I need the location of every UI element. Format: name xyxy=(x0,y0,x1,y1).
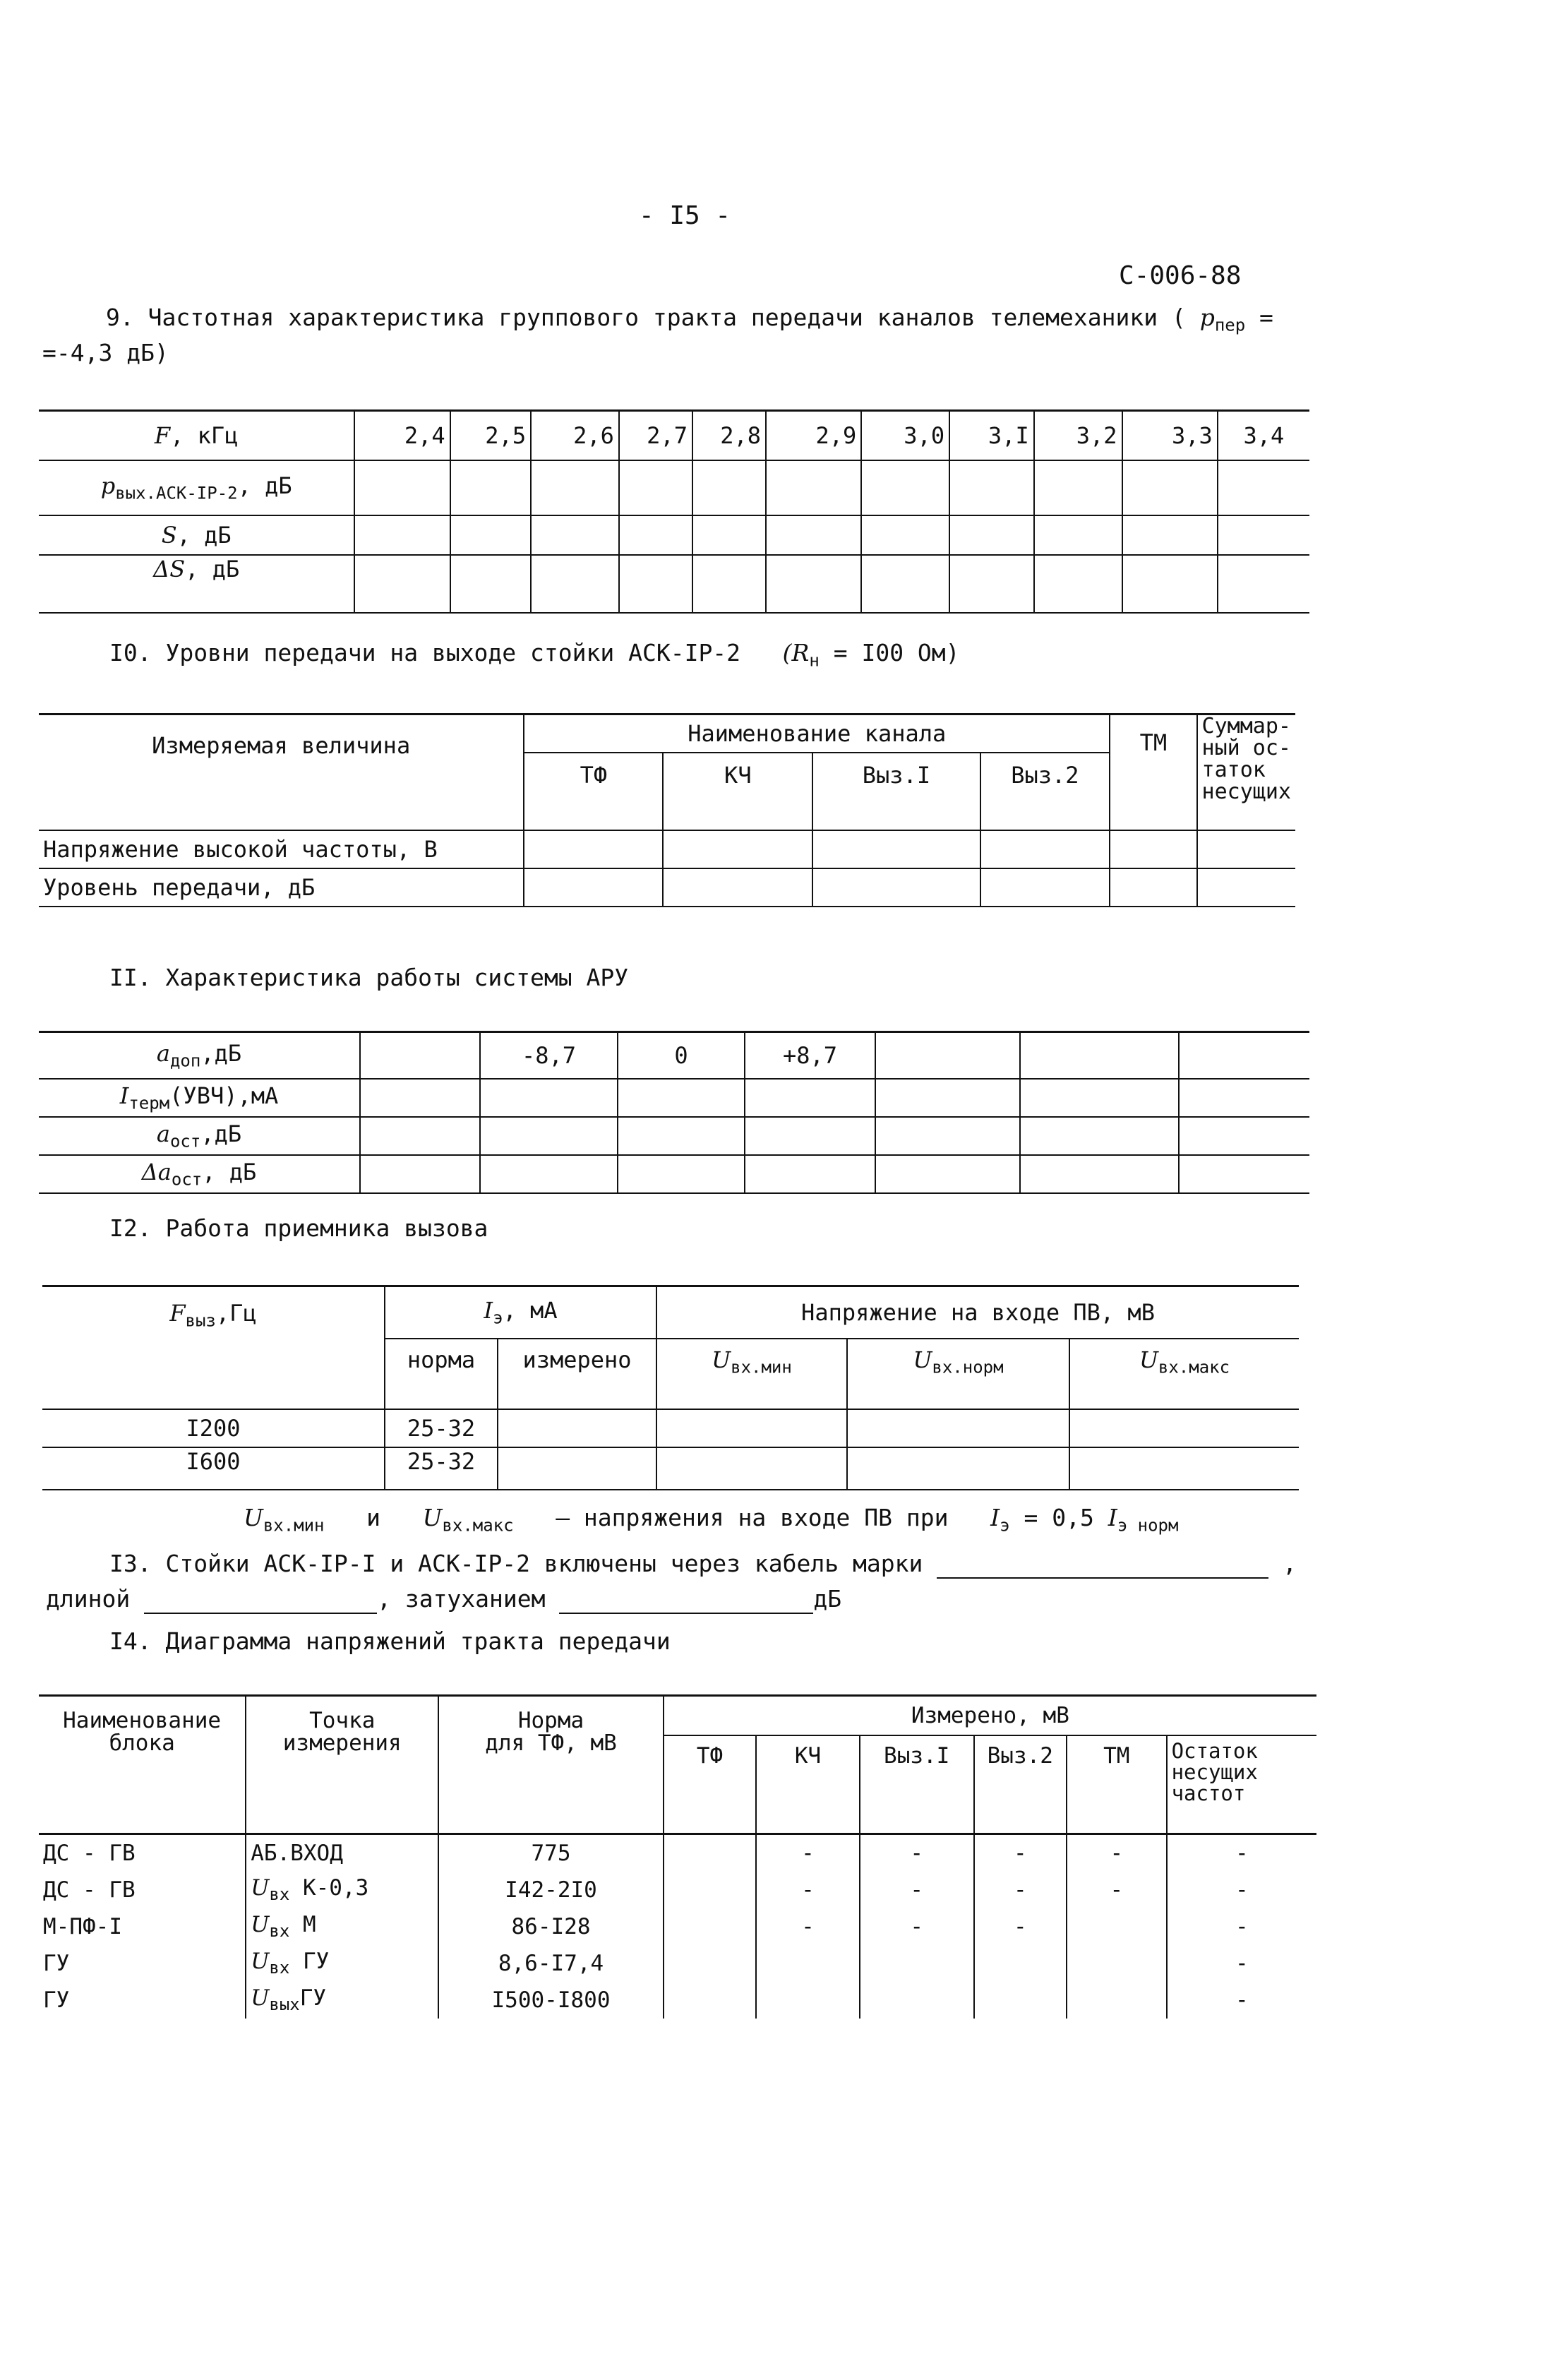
s14-point-cell: $U_{вх}$ М xyxy=(246,1908,438,1945)
s14-dash-cell: - xyxy=(1067,1872,1167,1908)
s12-unorm-header: $U_{вх.норм}$ xyxy=(847,1339,1069,1409)
s12-note: $U_{вх.мин}$ и $U_{вх.макс}$ – напряжения на входе ПВ при $I_э = 0,5$ $I_{э норм}$ xyxy=(244,1504,1179,1536)
s11-row-label: $I_{терм}(УВЧ),мА$ xyxy=(39,1079,360,1117)
cable-brand-blank xyxy=(937,1550,1268,1579)
s12-norm-cell: 25-32 xyxy=(385,1447,498,1490)
s13-line1: I3. Стойки АСК-IР-I и АСК-IР-2 включены через кабель марки , xyxy=(109,1550,1297,1577)
s12-u-header: Напряжение на входе ПВ, мВ xyxy=(656,1286,1299,1339)
s9-row-label: ΔS, дБ xyxy=(39,555,354,613)
page-number: - I5 - xyxy=(639,201,731,230)
s9-title: 9. Частотная характеристика группового тракта передачи каналов телемеханики ( $p_{пер}$ = xyxy=(106,304,1273,335)
s14-norm-cell: 775 xyxy=(438,1834,664,1872)
s12-header-row1 xyxy=(42,1286,1299,1339)
s14-dash-cell xyxy=(1067,1982,1167,2019)
s11-value: +8,7 xyxy=(745,1032,875,1079)
s13-line2: длиной , затуханием дБ xyxy=(46,1585,842,1613)
s14-point-header: Точка измерения xyxy=(246,1696,438,1834)
s9-row-s xyxy=(39,515,1309,555)
s10-tm-header: ТМ xyxy=(1110,714,1196,831)
s11-row-delta-aost xyxy=(39,1155,1309,1193)
s14-block-cell: ГУ xyxy=(39,1982,246,2019)
s14-sub-tf: ТФ xyxy=(664,1735,756,1834)
s9-freq-cell: 2,8 xyxy=(692,411,766,460)
s14-row xyxy=(39,1872,1316,1908)
s14-voltage-diagram-table xyxy=(39,1694,1316,2019)
s14-dash-cell xyxy=(664,1834,756,1872)
s11-row-aost xyxy=(39,1117,1309,1155)
s14-point-cell: АБ.ВХОД xyxy=(246,1834,438,1872)
s12-meas-header: измерено xyxy=(498,1339,656,1409)
s14-dash-cell xyxy=(860,1945,974,1982)
s9-freq-cell: 2,9 xyxy=(766,411,861,460)
s9-row-label: S, дБ xyxy=(39,515,354,555)
s12-f-header: $F_{выз},Гц$ xyxy=(42,1286,385,1409)
s9-freq-cell: 3,4 xyxy=(1218,411,1309,460)
s14-dash-cell: - xyxy=(756,1908,860,1945)
s11-row-label: $a_{ост},дБ$ xyxy=(39,1117,360,1155)
s9-row-delta-s xyxy=(39,555,1309,613)
s14-point-cell: $U_{вх}$ ГУ xyxy=(246,1945,438,1982)
cable-length-blank xyxy=(144,1585,377,1614)
s9-freq-cell: 3,2 xyxy=(1034,411,1122,460)
s12-norm-header: норма xyxy=(385,1339,498,1409)
s14-dash-cell xyxy=(1067,1908,1167,1945)
s12-row xyxy=(42,1409,1299,1447)
s9-freq-cell: 2,6 xyxy=(531,411,619,460)
s10-header-row1 xyxy=(39,714,1295,753)
s9-header-row xyxy=(39,411,1309,460)
s14-dash-cell: - xyxy=(860,1834,974,1872)
s14-rest-header: Остаток несущих частот xyxy=(1167,1735,1316,1834)
s14-dash-cell xyxy=(664,1982,756,2019)
s14-dash-cell xyxy=(860,1982,974,2019)
s14-dash-cell: - xyxy=(860,1872,974,1908)
s14-row xyxy=(39,1834,1316,1872)
s10-row-level xyxy=(39,868,1295,907)
s14-block-header: Наименование блока xyxy=(39,1696,246,1834)
s14-point-cell: $U_{вых}ГУ$ xyxy=(246,1982,438,2019)
s14-dash-cell: - xyxy=(756,1834,860,1872)
s14-dash-cell xyxy=(1067,1945,1167,1982)
s12-f-cell: I200 xyxy=(42,1409,385,1447)
s14-point-cell: $U_{вх}$ К-0,3 xyxy=(246,1872,438,1908)
s9-freq-label: F, кГц xyxy=(39,411,354,460)
s9-freq-cell: 2,7 xyxy=(619,411,692,460)
s11-row-adop xyxy=(39,1032,1309,1079)
s10-channel-tf: ТФ xyxy=(524,753,663,830)
s11-agc-table xyxy=(39,1031,1309,1194)
s14-dash-cell: - xyxy=(974,1872,1067,1908)
s14-norm-cell: 86-I28 xyxy=(438,1908,664,1945)
s14-norm-header: Норма для ТФ, мВ xyxy=(438,1696,664,1834)
s12-i-header: $I_э$, мА xyxy=(385,1286,656,1339)
s14-norm-cell: I500-I800 xyxy=(438,1982,664,2019)
s14-sub-vyz2: Выз.2 xyxy=(974,1735,1067,1834)
s14-dash-cell: - xyxy=(1167,1982,1316,2019)
s10-channel-header: Наименование канала xyxy=(524,714,1110,753)
s9-freq-cell: 3,I xyxy=(949,411,1034,460)
s14-dash-cell: - xyxy=(974,1834,1067,1872)
s9-freq-cell: 3,3 xyxy=(1122,411,1218,460)
s9-row-label: $p_{вых.АСК-IР-2}$, дБ xyxy=(39,460,354,515)
s12-receiver-table xyxy=(42,1285,1299,1490)
s14-dash-cell: - xyxy=(1167,1834,1316,1872)
s14-dash-cell: - xyxy=(1167,1945,1316,1982)
s14-dash-cell xyxy=(756,1982,860,2019)
s14-dash-cell xyxy=(664,1872,756,1908)
attenuation-blank xyxy=(559,1585,813,1614)
s9-freq-cell: 2,5 xyxy=(450,411,531,460)
s11-title: II. Характеристика работы системы АРУ xyxy=(109,964,629,991)
s14-dash-cell xyxy=(974,1945,1067,1982)
s9-freq-cell: 3,0 xyxy=(861,411,949,460)
s9-frequency-table xyxy=(39,409,1309,614)
s14-row xyxy=(39,1945,1316,1982)
s12-umin-header: $U_{вх.мин}$ xyxy=(656,1339,847,1409)
s14-sub-tm: ТМ xyxy=(1067,1735,1167,1834)
s11-row-label: $a_{доп},дБ$ xyxy=(39,1032,360,1079)
s12-row xyxy=(42,1447,1299,1490)
s10-measure-header: Измеряемая величина xyxy=(39,714,524,831)
s11-row-iterm xyxy=(39,1079,1309,1117)
s14-norm-cell: 8,6-I7,4 xyxy=(438,1945,664,1982)
s14-block-cell: ДС - ГВ xyxy=(39,1872,246,1908)
s14-dash-cell xyxy=(974,1982,1067,2019)
s14-block-cell: ДС - ГВ xyxy=(39,1834,246,1872)
s11-value: -8,7 xyxy=(480,1032,618,1079)
s12-title: I2. Работа приемника вызова xyxy=(109,1214,488,1242)
s10-row-label: Уровень передачи, дБ xyxy=(39,868,524,907)
s10-channel-vyz1: Выз.I xyxy=(812,753,980,830)
s14-title: I4. Диаграмма напряжений тракта передачи xyxy=(109,1627,671,1655)
s11-row-label: $\Delta a_{ост}$, дБ xyxy=(39,1155,360,1193)
s10-levels-table xyxy=(39,713,1295,907)
s14-dash-cell xyxy=(756,1945,860,1982)
s14-block-cell: ГУ xyxy=(39,1945,246,1982)
s14-dash-cell: - xyxy=(756,1872,860,1908)
s14-dash-cell xyxy=(664,1945,756,1982)
s10-title: I0. Уровни передачи на выходе стойки АСК-IР-2 ($R_н = I00$ Ом) xyxy=(109,639,960,671)
s14-norm-cell: I42-2I0 xyxy=(438,1872,664,1908)
s12-umax-header: $U_{вх.макс}$ xyxy=(1069,1339,1299,1409)
s14-dash-cell: - xyxy=(1167,1908,1316,1945)
s9-row-pvyx xyxy=(39,460,1309,515)
s12-f-cell: I600 xyxy=(42,1447,385,1490)
s14-dash-cell: - xyxy=(1167,1872,1316,1908)
s14-sub-kch: КЧ xyxy=(756,1735,860,1834)
s10-channel-vyz2: Выз.2 xyxy=(980,753,1110,830)
s14-dash-cell: - xyxy=(974,1908,1067,1945)
s14-dash-cell xyxy=(664,1908,756,1945)
s14-dash-cell: - xyxy=(1067,1834,1167,1872)
s14-header-row1 xyxy=(39,1696,1316,1735)
s9-title-continuation: =-4,3 дБ) xyxy=(42,339,169,366)
s9-freq-cell: 2,4 xyxy=(354,411,450,460)
document-code: С-006-88 xyxy=(1119,261,1242,290)
s12-norm-cell: 25-32 xyxy=(385,1409,498,1447)
s14-dash-cell: - xyxy=(860,1908,974,1945)
s11-value: 0 xyxy=(618,1032,745,1079)
s10-channel-kch: КЧ xyxy=(663,753,812,830)
s14-row xyxy=(39,1982,1316,2019)
s10-sum-header: Суммар- ный ос- таток несущих xyxy=(1197,714,1295,831)
s14-measured-header: Измерено, мВ xyxy=(664,1696,1316,1735)
s14-row xyxy=(39,1908,1316,1945)
s14-sub-vyz1: Выз.I xyxy=(860,1735,974,1834)
s10-row-label: Напряжение высокой частоты, В xyxy=(39,830,524,868)
s14-block-cell: М-ПФ-I xyxy=(39,1908,246,1945)
s10-row-voltage xyxy=(39,830,1295,868)
